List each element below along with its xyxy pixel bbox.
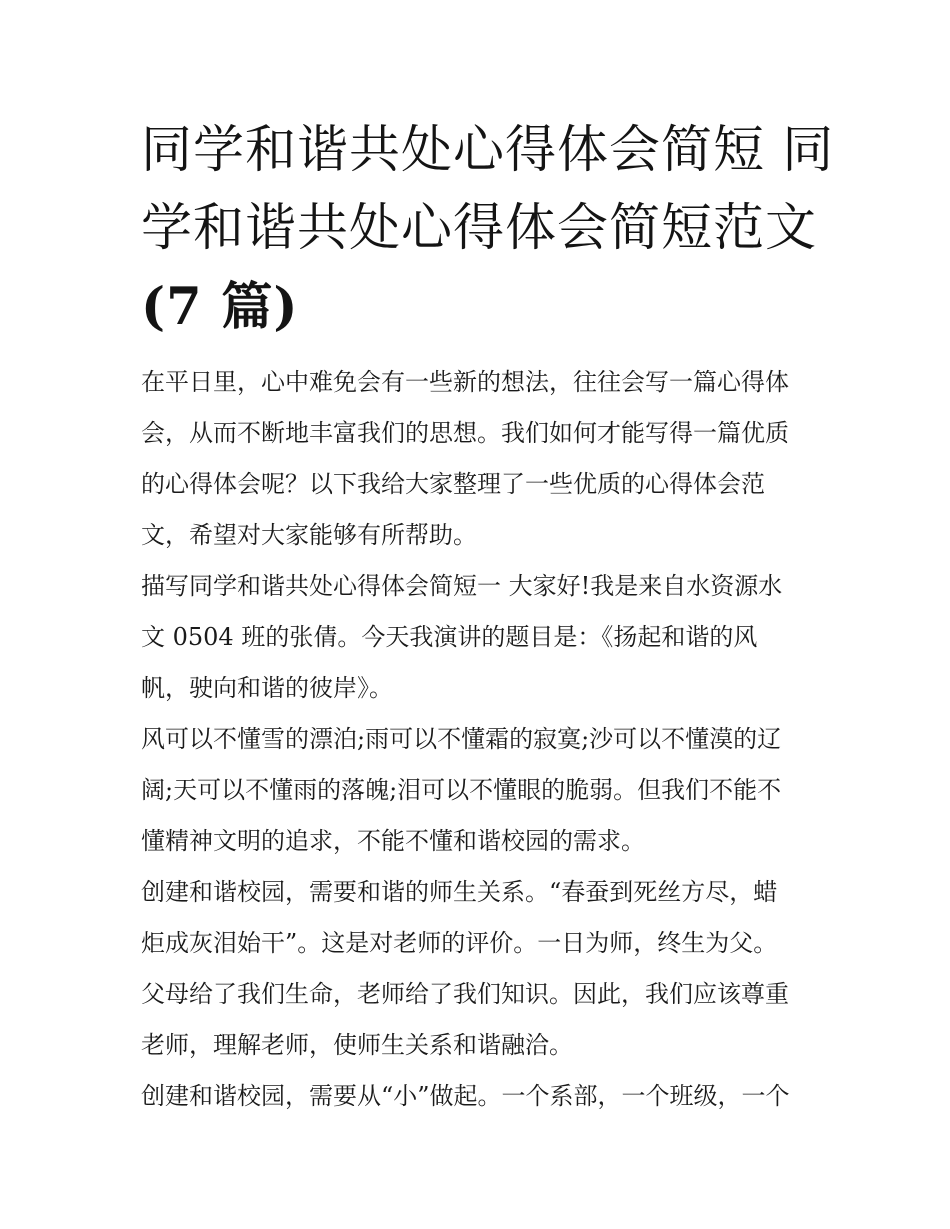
text-line: 文 0504 班的张倩。今天我演讲的题目是：《扬起和谐的风 xyxy=(141,623,758,651)
text-line: 创建和谐校园，需要和谐的师生关系。“春蚕到死丝方尽，蜡 xyxy=(141,878,778,906)
text-line: 老师，理解老师，使师生关系和谐融洽。 xyxy=(141,1031,573,1059)
text-line: 父母给了我们生命，老师给了我们知识。因此，我们应该尊重 xyxy=(141,980,789,1008)
body-paragraph xyxy=(141,867,821,1071)
document-body xyxy=(141,357,821,1122)
text-line: 懂精神文明的追求，不能不懂和谐校园的需求。 xyxy=(141,827,645,855)
text-line: 创建和谐校园，需要从“小”做起。一个系部，一个班级，一个 xyxy=(141,1082,790,1110)
document-title xyxy=(141,112,835,346)
text-line: 阔;天可以不懂雨的落魄;泪可以不懂眼的脆弱。但我们不能不 xyxy=(141,776,782,804)
text-line: 帆，驶向和谐的彼岸》。 xyxy=(141,674,393,702)
intro-paragraph xyxy=(141,357,821,561)
title-line: 学和谐共处心得体会简短范文 xyxy=(141,199,818,258)
text-line: 炬成灰泪始干”。这是对老师的评价。一日为师，终生为父。 xyxy=(141,929,778,957)
title-line: 同学和谐共处心得体会简短 同 xyxy=(141,121,835,180)
text-line: 文，希望对大家能够有所帮助。 xyxy=(141,521,477,549)
text-line: 描写同学和谐共处心得体会简短一 大家好!我是来自水资源水 xyxy=(141,572,783,600)
text-line: 的心得体会呢？以下我给大家整理了一些优质的心得体会范 xyxy=(141,470,765,498)
body-paragraph xyxy=(141,1071,821,1122)
text-line: 在平日里，心中难免会有一些新的想法，往往会写一篇心得体 xyxy=(141,368,789,396)
title-line: (7 篇) xyxy=(141,277,299,337)
text-line: 风可以不懂雪的漂泊;雨可以不懂霜的寂寞;沙可以不懂漠的辽 xyxy=(141,725,782,753)
body-paragraph xyxy=(141,714,821,867)
text-line: 会，从而不断地丰富我们的思想。我们如何才能写得一篇优质 xyxy=(141,419,789,447)
essay-opening-paragraph xyxy=(141,561,821,714)
